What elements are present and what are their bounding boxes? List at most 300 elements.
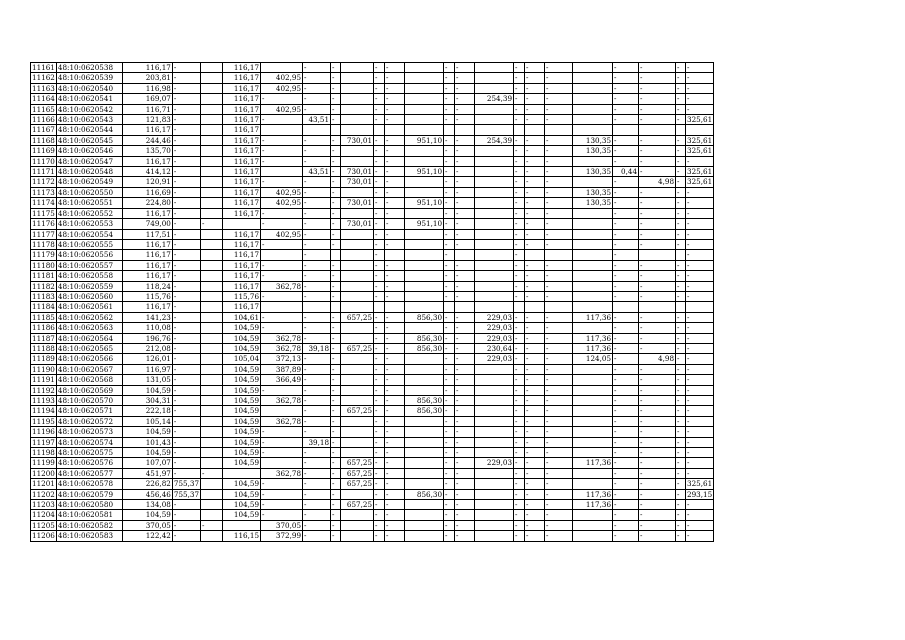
value-cell: 121,83 — [122, 115, 172, 125]
value-cell: - — [613, 146, 639, 156]
value-cell — [201, 115, 223, 125]
table-row — [31, 323, 714, 333]
value-cell — [341, 125, 374, 135]
value-cell — [341, 63, 374, 73]
cadastral-number-cell: 48:10:0620564 — [56, 333, 122, 343]
value-cell: - — [385, 312, 405, 322]
value-cell: - — [374, 458, 385, 468]
value-cell — [573, 510, 613, 520]
cadastral-number-cell: 48:10:0620575 — [56, 448, 122, 458]
row-index-cell: 11180 — [32, 260, 55, 270]
value-cell: - — [172, 208, 200, 218]
value-cell: 730,01 — [341, 177, 374, 187]
value-cell: 43,51 — [303, 167, 331, 177]
value-cell: - — [172, 63, 200, 73]
value-cell: - — [514, 146, 525, 156]
value-cell: - — [331, 385, 341, 395]
value-cell — [573, 250, 613, 260]
value-cell: - — [686, 531, 714, 541]
value-cell: 116,15 — [223, 531, 261, 541]
value-cell: - — [545, 239, 573, 249]
value-cell: - — [686, 219, 714, 229]
value-cell: - — [303, 500, 331, 510]
cadastral-number-cell: 48:10:0620582 — [56, 520, 122, 530]
value-cell: - — [514, 333, 525, 343]
value-cell: - — [172, 427, 200, 437]
value-cell: - — [613, 427, 639, 437]
value-cell: 104,59 — [122, 448, 172, 458]
value-cell: - — [444, 375, 455, 385]
value-cell — [201, 229, 223, 239]
value-cell: - — [444, 83, 455, 93]
value-cell — [475, 385, 514, 395]
cadastral-number-cell: 48:10:0620569 — [56, 385, 122, 395]
value-cell: - — [444, 364, 455, 374]
value-cell — [573, 520, 613, 530]
value-cell: - — [455, 448, 475, 458]
value-cell: - — [455, 385, 475, 395]
value-cell: - — [676, 510, 686, 520]
value-cell: - — [444, 260, 455, 270]
value-cell — [201, 198, 223, 208]
value-cell: - — [455, 104, 475, 114]
value-cell — [444, 125, 455, 135]
value-cell: - — [525, 239, 545, 249]
value-cell: 856,30 — [405, 333, 444, 343]
value-cell: - — [455, 531, 475, 541]
value-cell: 4,98 — [639, 177, 676, 187]
value-cell: - — [525, 94, 545, 104]
value-cell: 169,07 — [122, 94, 172, 104]
value-cell: 203,81 — [122, 73, 172, 83]
value-cell: - — [545, 312, 573, 322]
value-cell: 456,46 — [122, 489, 172, 499]
value-cell: 116,17 — [122, 302, 172, 312]
value-cell: - — [545, 437, 573, 447]
value-cell: - — [514, 323, 525, 333]
value-cell: - — [331, 156, 341, 166]
value-cell — [405, 239, 444, 249]
value-cell: - — [374, 250, 385, 260]
table-row — [31, 437, 714, 447]
value-cell: - — [613, 406, 639, 416]
value-cell: - — [545, 479, 573, 489]
value-cell: - — [172, 364, 200, 374]
value-cell: - — [374, 323, 385, 333]
value-cell: - — [303, 323, 331, 333]
value-cell: - — [385, 437, 405, 447]
value-cell: 229,03 — [475, 312, 514, 322]
value-cell: - — [545, 291, 573, 301]
value-cell: - — [261, 271, 303, 281]
value-cell: 39,18 — [303, 343, 331, 353]
value-cell: - — [331, 146, 341, 156]
value-cell: - — [385, 354, 405, 364]
value-cell: - — [639, 479, 676, 489]
value-cell — [475, 427, 514, 437]
value-cell: 951,10 — [405, 167, 444, 177]
cadastral-number-cell: 48:10:0620581 — [56, 510, 122, 520]
value-cell: - — [331, 427, 341, 437]
value-cell: - — [525, 364, 545, 374]
value-cell: - — [331, 520, 341, 530]
value-cell: - — [525, 343, 545, 353]
value-cell: - — [444, 489, 455, 499]
value-cell — [341, 291, 374, 301]
value-cell — [331, 302, 341, 312]
value-cell: - — [374, 385, 385, 395]
value-cell: - — [303, 396, 331, 406]
value-cell: 402,95 — [261, 198, 303, 208]
value-cell: 749,00 — [122, 219, 172, 229]
value-cell — [405, 302, 444, 312]
value-cell: - — [613, 312, 639, 322]
value-cell — [341, 104, 374, 114]
value-cell: 116,17 — [223, 167, 261, 177]
value-cell — [545, 250, 573, 260]
value-cell — [686, 302, 714, 312]
value-cell — [405, 250, 444, 260]
value-cell: 130,35 — [573, 167, 613, 177]
value-cell: - — [385, 229, 405, 239]
value-cell: - — [686, 354, 714, 364]
value-cell: - — [455, 146, 475, 156]
value-cell: - — [172, 146, 200, 156]
value-cell: - — [525, 208, 545, 218]
value-cell: - — [385, 489, 405, 499]
value-cell: - — [303, 531, 331, 541]
table-row — [31, 146, 714, 156]
value-cell — [201, 83, 223, 93]
value-cell — [475, 125, 514, 135]
value-cell: - — [331, 448, 341, 458]
value-cell: - — [385, 63, 405, 73]
value-cell: - — [613, 250, 639, 260]
value-cell: - — [261, 260, 303, 270]
value-cell: - — [514, 396, 525, 406]
value-cell: - — [444, 73, 455, 83]
value-cell: - — [172, 354, 200, 364]
value-cell — [201, 416, 223, 426]
cadastral-number-cell: 48:10:0620559 — [56, 281, 122, 291]
value-cell: - — [444, 156, 455, 166]
value-cell — [405, 364, 444, 374]
value-cell: - — [525, 354, 545, 364]
value-cell: - — [444, 458, 455, 468]
row-index-cell: 11193 — [32, 396, 55, 405]
value-cell — [341, 416, 374, 426]
row-index-cell: 11169 — [32, 146, 55, 156]
value-cell: - — [172, 229, 200, 239]
value-cell: - — [303, 291, 331, 301]
value-cell: - — [303, 281, 331, 291]
value-cell — [475, 250, 514, 260]
table-row — [31, 250, 714, 260]
value-cell — [573, 239, 613, 249]
value-cell: - — [639, 406, 676, 416]
value-cell — [341, 302, 374, 312]
value-cell — [341, 73, 374, 83]
value-cell: 116,17 — [223, 250, 261, 260]
value-cell: - — [455, 416, 475, 426]
value-cell: - — [444, 239, 455, 249]
value-cell: - — [613, 364, 639, 374]
value-cell — [475, 115, 514, 125]
value-cell: - — [525, 427, 545, 437]
value-cell: - — [374, 354, 385, 364]
value-cell: - — [374, 239, 385, 249]
value-cell: - — [686, 510, 714, 520]
cadastral-number-cell: 48:10:0620558 — [56, 271, 122, 281]
value-cell — [573, 448, 613, 458]
value-cell: - — [455, 323, 475, 333]
value-cell: 212,08 — [122, 343, 172, 353]
value-cell: - — [455, 291, 475, 301]
value-cell: - — [374, 489, 385, 499]
value-cell — [341, 250, 374, 260]
value-cell: - — [639, 468, 676, 478]
value-cell: - — [303, 385, 331, 395]
cadastral-number-cell: 48:10:0620556 — [56, 250, 122, 260]
value-cell: - — [613, 135, 639, 145]
value-cell: - — [613, 156, 639, 166]
value-cell — [303, 125, 331, 135]
value-cell — [405, 63, 444, 73]
value-cell: - — [639, 385, 676, 395]
value-cell: - — [374, 260, 385, 270]
value-cell: - — [525, 416, 545, 426]
value-cell: - — [385, 260, 405, 270]
value-cell: - — [374, 73, 385, 83]
value-cell: 856,30 — [405, 312, 444, 322]
value-cell: 657,25 — [341, 406, 374, 416]
value-cell: - — [639, 271, 676, 281]
value-cell: - — [639, 104, 676, 114]
value-cell: - — [303, 427, 331, 437]
cadastral-number-cell: 48:10:0620548 — [56, 167, 122, 177]
cadastral-number-cell: 48:10:0620567 — [56, 364, 122, 374]
value-cell: - — [525, 167, 545, 177]
value-cell: - — [514, 281, 525, 291]
value-cell: - — [613, 271, 639, 281]
value-cell: - — [686, 458, 714, 468]
value-cell: 39,18 — [303, 437, 331, 447]
value-cell: 657,25 — [341, 458, 374, 468]
value-cell: - — [545, 396, 573, 406]
value-cell — [573, 364, 613, 374]
value-cell: - — [303, 333, 331, 343]
value-cell: - — [686, 83, 714, 93]
value-cell: - — [455, 489, 475, 499]
value-cell: - — [172, 396, 200, 406]
value-cell: 116,17 — [223, 115, 261, 125]
value-cell: 104,59 — [223, 396, 261, 406]
value-cell — [341, 448, 374, 458]
value-cell: 856,30 — [405, 343, 444, 353]
value-cell: - — [514, 364, 525, 374]
value-cell: - — [613, 260, 639, 270]
value-cell: 117,36 — [573, 343, 613, 353]
value-cell: 120,91 — [122, 177, 172, 187]
value-cell: - — [331, 416, 341, 426]
value-cell: - — [676, 416, 686, 426]
cadastral-number-cell: 48:10:0620583 — [56, 531, 122, 541]
value-cell: - — [613, 219, 639, 229]
value-cell — [405, 177, 444, 187]
value-cell: - — [385, 416, 405, 426]
value-cell — [341, 83, 374, 93]
value-cell: - — [455, 63, 475, 73]
value-cell: - — [686, 364, 714, 374]
value-cell: - — [172, 198, 200, 208]
value-cell — [201, 479, 223, 489]
value-cell: 856,30 — [405, 396, 444, 406]
value-cell: - — [303, 73, 331, 83]
value-cell: - — [172, 281, 200, 291]
value-cell — [341, 333, 374, 343]
value-cell — [201, 260, 223, 270]
value-cell: - — [374, 83, 385, 93]
value-cell: - — [686, 396, 714, 406]
value-cell: 117,36 — [573, 333, 613, 343]
value-cell: - — [514, 343, 525, 353]
value-cell — [573, 531, 613, 541]
value-cell: - — [676, 312, 686, 322]
value-cell — [341, 260, 374, 270]
value-cell — [573, 468, 613, 478]
value-cell — [223, 520, 261, 530]
value-cell: - — [261, 510, 303, 520]
value-cell — [475, 531, 514, 541]
value-cell — [573, 396, 613, 406]
value-cell: 116,69 — [122, 187, 172, 197]
value-cell — [261, 63, 303, 73]
row-index-cell: 11186 — [32, 323, 55, 333]
value-cell: - — [676, 239, 686, 249]
value-cell: 4,98 — [639, 354, 676, 364]
value-cell: - — [303, 83, 331, 93]
cadastral-number-cell: 48:10:0620574 — [56, 437, 122, 447]
value-cell: - — [525, 146, 545, 156]
value-cell: - — [385, 167, 405, 177]
value-cell: 325,61 — [687, 115, 713, 125]
value-cell: - — [303, 520, 331, 530]
value-cell: - — [172, 115, 200, 125]
value-cell: 104,59 — [223, 333, 261, 343]
value-cell — [405, 115, 444, 125]
value-cell: - — [525, 312, 545, 322]
value-cell: - — [525, 375, 545, 385]
row-index-cell: 11179 — [32, 250, 55, 260]
value-cell: 293,15 — [687, 489, 713, 499]
value-cell — [223, 468, 261, 478]
value-cell: - — [455, 312, 475, 322]
value-cell — [201, 323, 223, 333]
value-cell: - — [261, 208, 303, 218]
row-index-cell: 11174 — [32, 198, 55, 208]
value-cell — [201, 187, 223, 197]
value-cell — [455, 125, 475, 135]
value-cell: 101,43 — [122, 437, 172, 447]
value-cell: - — [455, 333, 475, 343]
value-cell: - — [374, 271, 385, 281]
value-cell: - — [525, 531, 545, 541]
cadastral-number-cell: 48:10:0620573 — [56, 427, 122, 437]
value-cell: - — [686, 239, 714, 249]
value-cell: - — [545, 458, 573, 468]
value-cell — [475, 448, 514, 458]
row-index-cell: 11173 — [32, 187, 55, 197]
value-cell: 951,10 — [405, 219, 444, 229]
value-cell: - — [613, 94, 639, 104]
value-cell: - — [639, 208, 676, 218]
value-cell: - — [385, 135, 405, 145]
value-cell — [201, 510, 223, 520]
value-cell: - — [545, 354, 573, 364]
value-cell: 116,17 — [223, 260, 261, 270]
cadastral-number-cell: 48:10:0620566 — [56, 354, 122, 364]
value-cell: - — [331, 135, 341, 145]
value-cell: - — [514, 427, 525, 437]
table-row — [31, 229, 714, 239]
value-cell: - — [525, 63, 545, 73]
cadastral-number-cell: 48:10:0620554 — [56, 229, 122, 239]
value-cell — [525, 125, 545, 135]
value-cell: - — [444, 187, 455, 197]
value-cell: - — [331, 531, 341, 541]
value-cell: - — [676, 354, 686, 364]
value-cell: - — [545, 260, 573, 270]
row-index-cell: 11167 — [32, 125, 55, 135]
table-row — [31, 104, 714, 114]
value-cell: - — [676, 323, 686, 333]
value-cell: 104,59 — [223, 458, 261, 468]
value-cell: - — [374, 198, 385, 208]
value-cell: - — [545, 198, 573, 208]
value-cell: - — [545, 489, 573, 499]
value-cell — [405, 520, 444, 530]
value-cell: - — [385, 396, 405, 406]
value-cell — [573, 125, 613, 135]
value-cell: 117,36 — [573, 489, 613, 499]
value-cell: - — [444, 500, 455, 510]
value-cell: - — [444, 115, 455, 125]
value-cell: - — [545, 448, 573, 458]
value-cell — [341, 115, 374, 125]
value-cell: - — [639, 510, 676, 520]
value-cell — [201, 375, 223, 385]
value-cell: 657,25 — [341, 500, 374, 510]
value-cell: - — [639, 333, 676, 343]
cadastral-number-cell: 48:10:0620540 — [56, 83, 122, 93]
table-row — [31, 271, 714, 281]
value-cell: - — [613, 281, 639, 291]
value-cell: - — [374, 229, 385, 239]
value-cell: - — [545, 364, 573, 374]
value-cell: - — [686, 416, 714, 426]
value-cell: - — [261, 115, 303, 125]
table-row — [31, 198, 714, 208]
value-cell: 116,17 — [122, 156, 172, 166]
value-cell: - — [455, 156, 475, 166]
value-cell: 196,76 — [122, 333, 172, 343]
value-cell: - — [545, 271, 573, 281]
value-cell: - — [385, 271, 405, 281]
value-cell: - — [444, 520, 455, 530]
row-index-cell: 11166 — [32, 115, 55, 125]
value-cell: - — [676, 531, 686, 541]
value-cell — [455, 250, 475, 260]
